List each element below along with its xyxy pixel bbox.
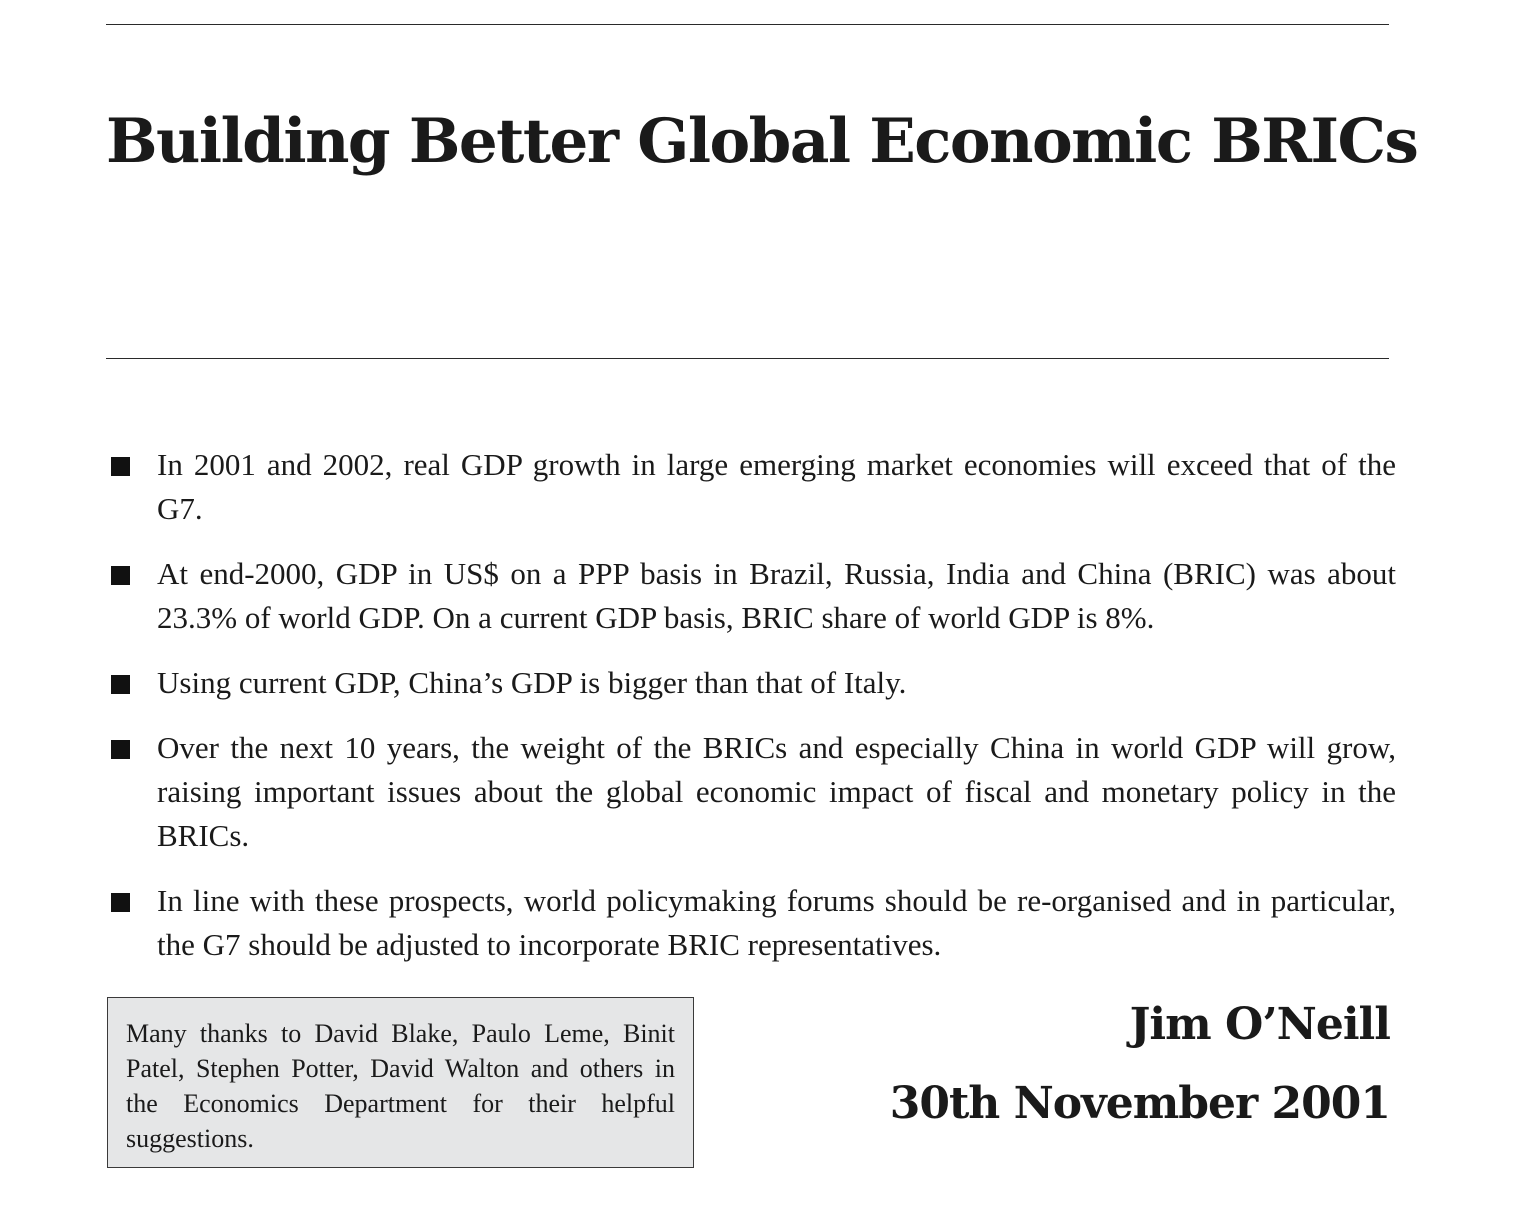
- publication-date: 30th November 2001: [889, 1078, 1390, 1129]
- bullet-text: Over the next 10 years, the weight of the BRICs and especially China in world GDP will grow, raising important issues about the global economic impact of fiscal and monetary policy in the BRICs.: [157, 730, 1396, 853]
- square-bullet-icon: [111, 675, 130, 694]
- top-rule: [106, 24, 1389, 25]
- bullet-item: [106, 661, 1396, 705]
- acknowledgement-box: [107, 997, 694, 1168]
- bullet-item: [106, 726, 1396, 858]
- square-bullet-icon: [111, 893, 130, 912]
- square-bullet-icon: [111, 566, 130, 585]
- bullet-item: [106, 443, 1396, 531]
- key-points-list: [106, 443, 1396, 988]
- bullet-text: In 2001 and 2002, real GDP growth in large emerging market economies will exceed that of the G7.: [157, 447, 1396, 526]
- document-title: Building Better Global Economic BRICs: [106, 106, 1418, 177]
- acknowledgement-text: Many thanks to David Blake, Paulo Leme, Binit Patel, Stephen Potter, David Walton and others in the Economics Department for their helpful suggestions.: [126, 1019, 675, 1153]
- bullet-item: [106, 879, 1396, 967]
- bullet-item: [106, 552, 1396, 640]
- bullet-text: At end-2000, GDP in US$ on a PPP basis in Brazil, Russia, India and China (BRIC) was about 23.3% of world GDP. On a current GDP basis, BRIC share of world GDP is 8%.: [157, 556, 1396, 635]
- title-bottom-rule: [106, 358, 1389, 359]
- bullet-text: Using current GDP, China’s GDP is bigger than that of Italy.: [157, 665, 907, 700]
- author-name: Jim O’Neill: [1129, 999, 1390, 1050]
- square-bullet-icon: [111, 740, 130, 759]
- square-bullet-icon: [111, 457, 130, 476]
- bullet-text: In line with these prospects, world policymaking forums should be re-organised and in particular, the G7 should be adjusted to incorporate BRIC representatives.: [157, 883, 1396, 962]
